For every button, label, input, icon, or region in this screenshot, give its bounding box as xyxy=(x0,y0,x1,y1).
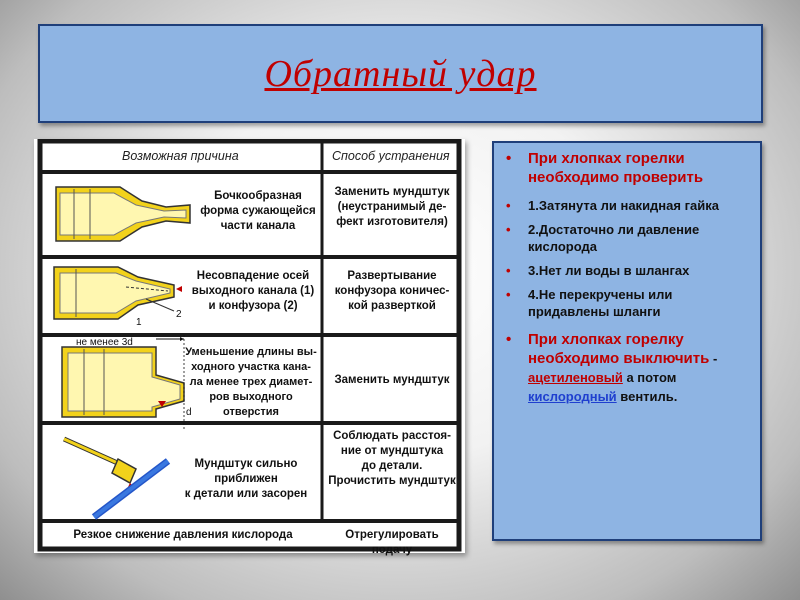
acetylene-word: ацетиленовый xyxy=(528,370,623,385)
bullet-icon: • xyxy=(506,198,511,213)
marker-1: 1 xyxy=(136,317,142,328)
dim-d-label: d xyxy=(186,407,192,418)
nozzle-misaligned-icon xyxy=(54,267,182,319)
list-item xyxy=(502,286,750,320)
item-text: 3.Нет ли воды в шлангах xyxy=(528,263,690,278)
item-text: 4.Не перекручены или придавлены шланги xyxy=(528,287,673,319)
troubleshooting-table xyxy=(34,139,465,556)
marker-2: 2 xyxy=(176,309,182,320)
list-item xyxy=(502,197,750,214)
bullet-icon: • xyxy=(506,263,511,278)
row5-fix: Отрегулировать подачу xyxy=(345,529,439,556)
list-item-check-intro xyxy=(502,149,750,187)
list-item xyxy=(502,262,750,279)
header-cause: Возможная причина xyxy=(122,149,239,163)
dim-min-3d-label: не менее 3d xyxy=(76,337,133,348)
row2-cause: Несовпадение осей выходного канала (1) и конфузора (2) xyxy=(191,270,315,312)
checklist-panel xyxy=(492,141,762,541)
torch-near-part-icon xyxy=(64,439,168,517)
slide-title: Обратный удар xyxy=(264,52,537,95)
bullet-icon: • xyxy=(506,150,512,167)
oxygen-word: кислородный xyxy=(528,389,617,404)
row1-cause: Бочкообразная форма сужающейся части канала xyxy=(200,190,316,232)
bullet-icon: • xyxy=(506,222,511,237)
header-fix: Способ устранения xyxy=(332,149,450,163)
title-box xyxy=(38,24,763,123)
row4-fix: Соблюдать расстоя- ние от мундштука до детали. Прочистить мундштук xyxy=(328,430,456,487)
row2-fix: Развертывание конфузора коничес- кой разверткой xyxy=(334,270,450,312)
bullet-icon: • xyxy=(506,287,511,302)
list-item-shutdown xyxy=(502,330,750,406)
item-text: 1.Затянута ли накидная гайка xyxy=(528,198,719,213)
checklist xyxy=(502,149,750,406)
item-text: 2.Достаточно ли давление кислорода xyxy=(528,222,700,254)
row1-fix: Заменить мундштук (неустранимый де- фект изготовителя) xyxy=(334,186,450,228)
item-then: а потом xyxy=(622,370,677,385)
item-valve: вентиль. xyxy=(616,389,678,404)
row3-cause: Уменьшение длины вы- ходного участка кана- ла менее трех диамет- ров выходного отверстия xyxy=(185,346,317,418)
row5-cause: Резкое снижение давления кислорода xyxy=(73,529,293,541)
item-dash: - xyxy=(709,351,718,366)
nozzle-barrel-icon xyxy=(56,187,190,241)
bullet-icon: • xyxy=(506,331,512,348)
item-text: При хлопках горелку необходимо выключить xyxy=(528,331,710,367)
nozzle-short-outlet-icon xyxy=(62,335,184,429)
row4-cause: Мундштук сильно приближен к детали или засорен xyxy=(184,458,308,500)
row3-fix: Заменить мундштук xyxy=(334,374,450,386)
item-text: При хлопках горелки необходимо проверить xyxy=(528,150,704,186)
list-item xyxy=(502,221,750,255)
